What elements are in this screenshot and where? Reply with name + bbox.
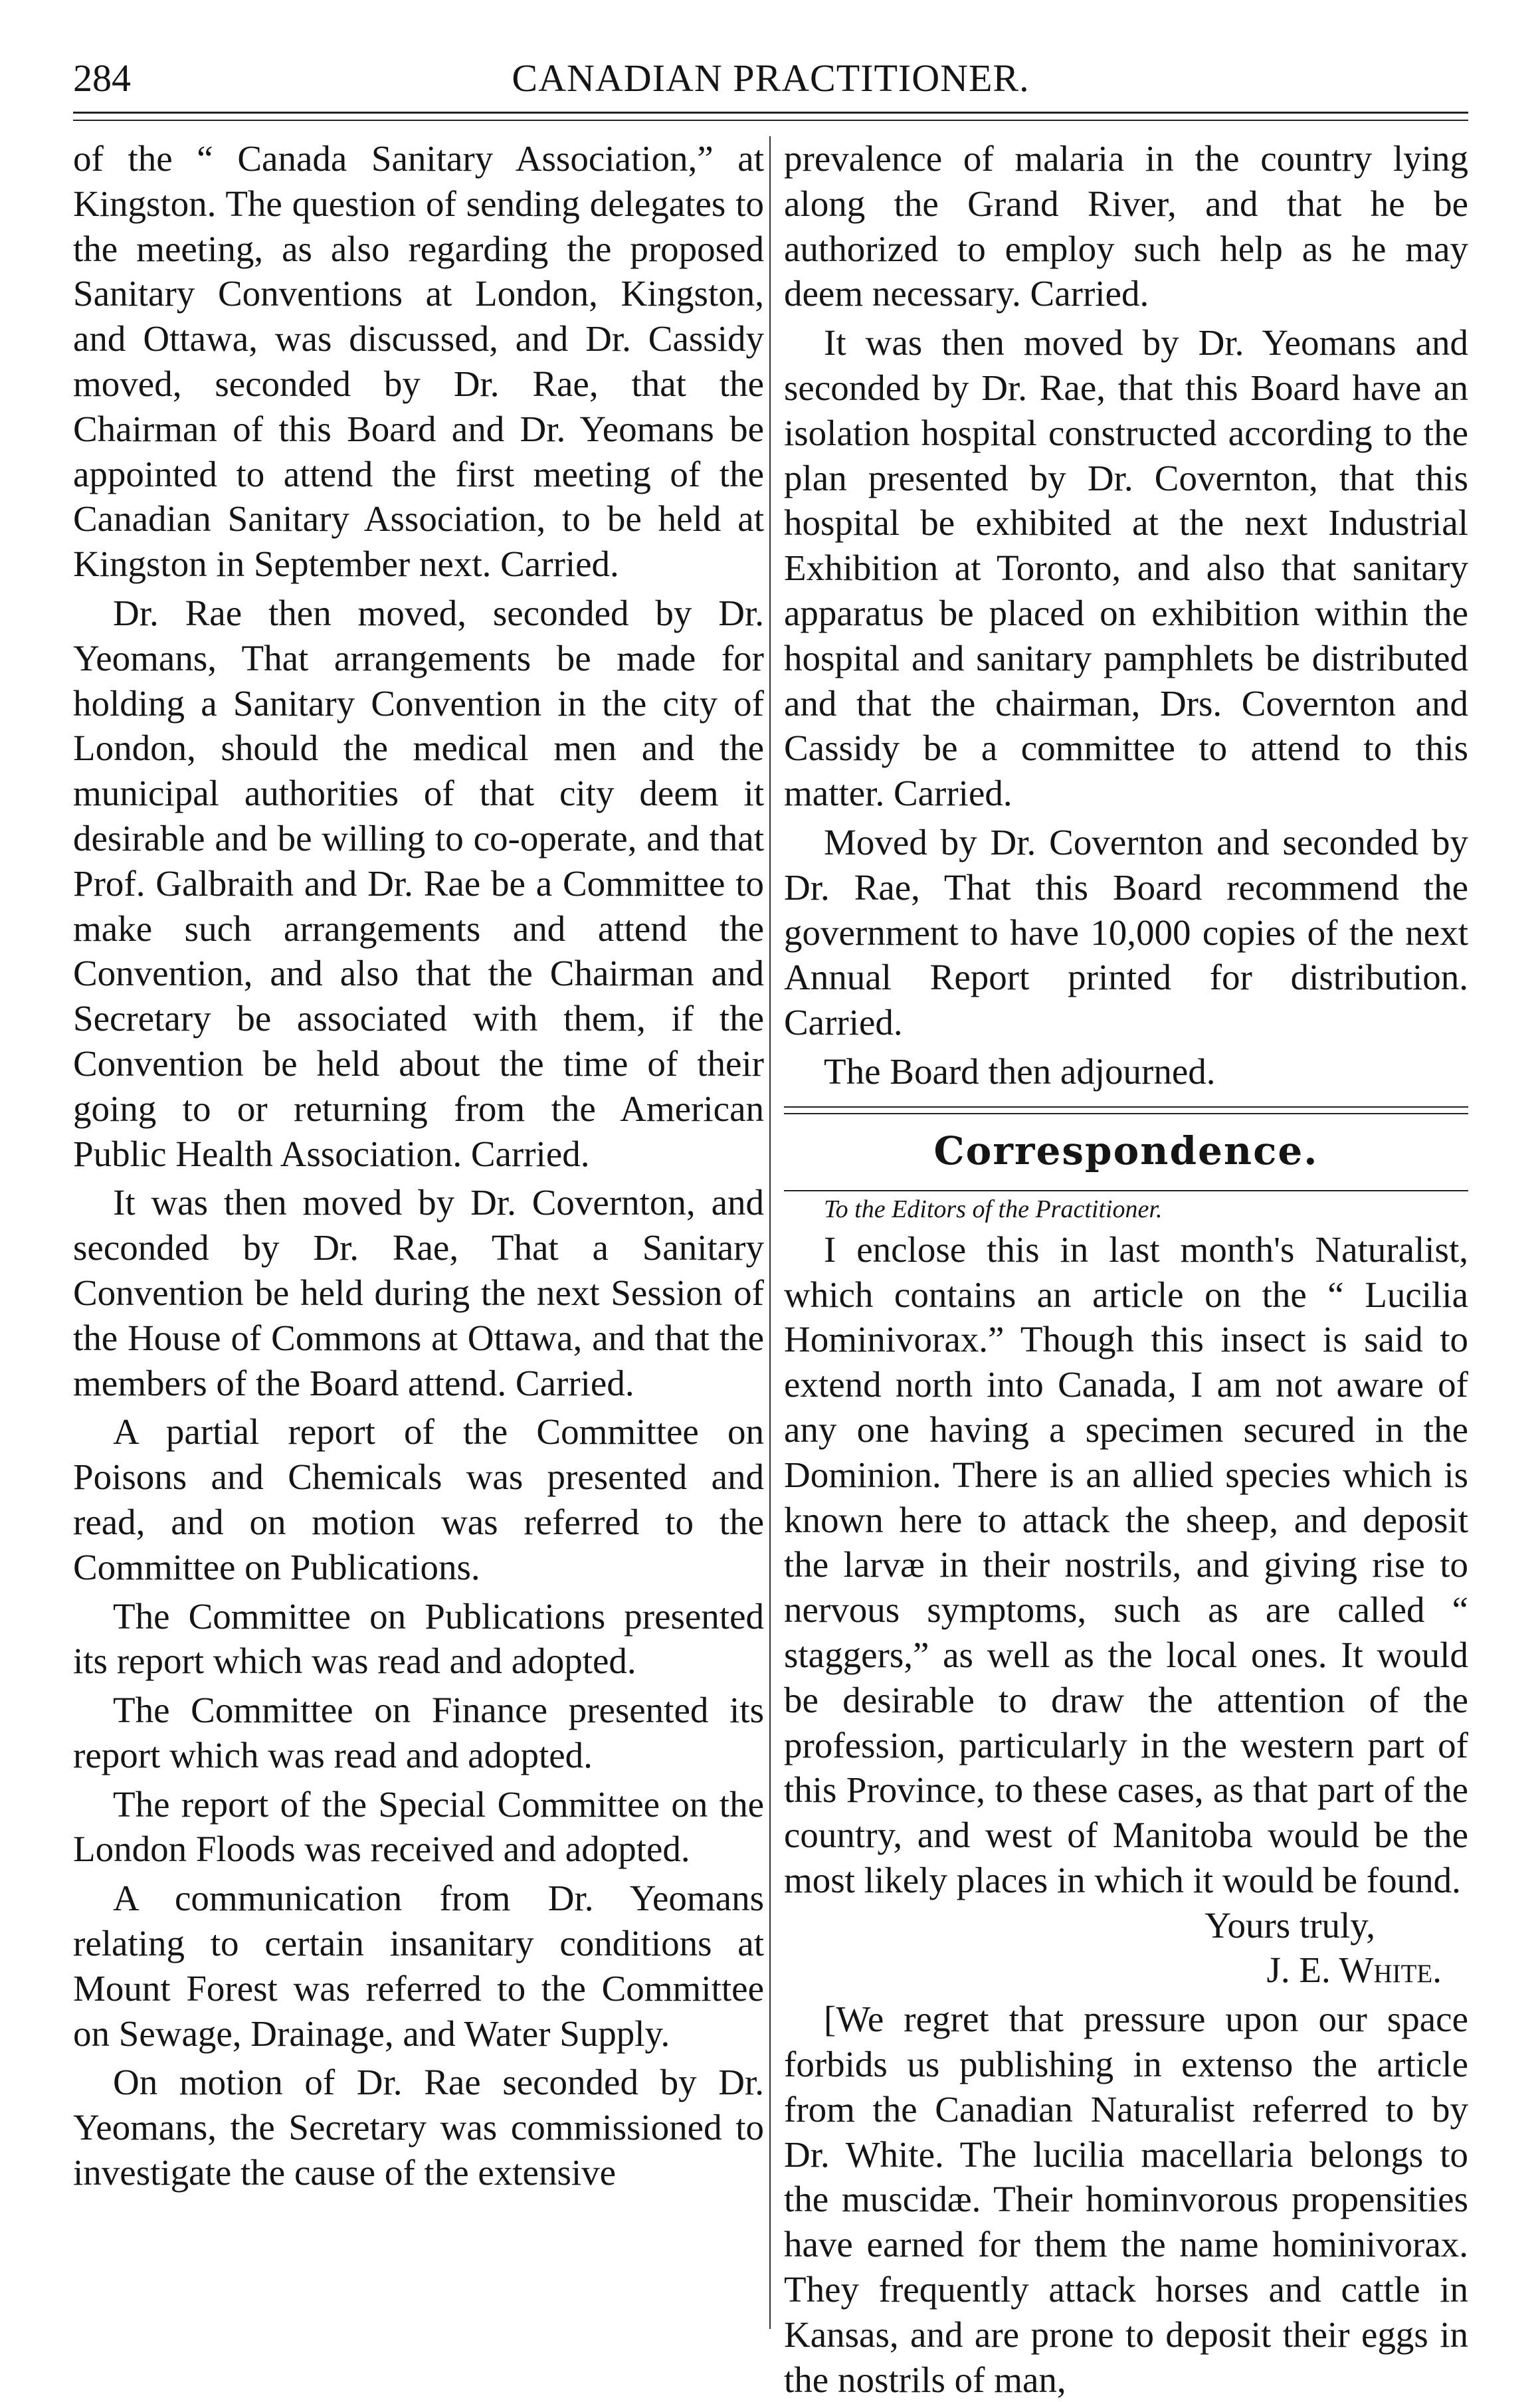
section-rule xyxy=(784,1106,1468,1108)
paragraph: It was then moved by Dr. Covernton, and seconded by Dr. Rae, That a Sanitary Convention be held during the next Session of the House of Commons at Ottawa, and that the members of the Board attend. Carried. xyxy=(73,1182,764,1403)
paragraph: The report of the Special Committee on the London Floods was received and adopted. xyxy=(73,1783,764,1870)
letter-body: I enclose this in last month's Naturalist, which contains an article on the “ Lucilia Hominivorax.” Though this insect is said to extend north into Canada, I am not aware of any one having a specimen secured in the Dominion. There is an allied species which is known here to attack the sheep, and deposit the larvæ in their nostrils, and giving rise to nervous symptoms, such as are called “ staggers,” as well as the local ones. It would be desirable to draw the attention of the profession, particularly in the western part of this Province, to these cases, as that part of the country, and west of Manitoba would be the most likely places in which it would be found. xyxy=(784,1229,1468,1900)
paragraph: It was then moved by Dr. Yeomans and seconded by Dr. Rae, that this Board have an isolation hospital constructed according to the plan presented by Dr. Covernton, that this hospital be exhibited at the next Industrial Exhibition at Toronto, and also that sanitary apparatus be placed on exhibition within the hospital and sanitary pamphlets be distributed and that the chairman, Drs. Covernton and Cassidy be a committee to attend to this matter. Carried. xyxy=(784,322,1468,814)
paragraph: Moved by Dr. Covernton and seconded by Dr. Rae, That this Board recommend the government to have 10,000 copies of the next Annual Report printed for distribution. Carried. xyxy=(784,821,1468,1043)
right-column xyxy=(784,136,1468,2402)
paragraph: The Board then adjourned. xyxy=(824,1051,1216,1092)
letter-closing: Yours truly, xyxy=(1204,1904,1375,1946)
header-rule xyxy=(73,112,1468,114)
paragraph: Dr. Rae then moved, seconded by Dr. Yeomans, That arrangements be made for holding a Sanitary Convention in the city of London, should the medical men and the municipal authorities of that city deem it desirable and be willing to co-operate, and that Prof. Galbraith and Dr. Rae be a Committee to make such arrangements and attend the Convention, and also that the Chairman and Secretary be associated with them, if the Convention be held about the time of their going to or returning from the American Public Health Association. Carried. xyxy=(73,592,764,1174)
paragraph: On motion of Dr. Rae seconded by Dr. Yeomans, the Secretary was commissioned to investigate the cause of the extensive xyxy=(73,2062,764,2193)
paragraph: of the “ Canada Sanitary Association,” at Kingston. The question of sending delegates to the meeting, as also regarding the proposed Sanitary Conventions at London, Kingston, and Ottawa, was discussed, and Dr. Cassidy moved, seconded by Dr. Rae, that the Chairman of this Board and Dr. Yeomans be appointed to attend the first meeting of the Canadian Sanitary Association, to be held at Kingston in September next. Carried. xyxy=(73,138,764,585)
paragraph: The Committee on Publications presented its report which was read and adopted. xyxy=(73,1595,764,1682)
running-title: CANADIAN PRACTITIONER. xyxy=(512,56,1030,100)
column-divider xyxy=(769,136,771,2329)
paragraph: A partial report of the Committee on Poisons and Chemicals was presented and read, and on motion was referred to the Committee on Publications. xyxy=(73,1411,764,1587)
header-rule-secondary xyxy=(73,120,1468,121)
letter-signature: J. E. White. xyxy=(1266,1950,1442,1991)
editor-note: [We regret that pressure upon our space forbids us publishing in extenso the article from the Canadian Naturalist referred to by Dr. White. The lucilia macellaria belongs to the muscidæ. Their hominvorous propensities have earned for them the name hominivorax. They frequently attack horses and cattle in Kansas, and are prone to deposit their eggs in the nostrils of man, xyxy=(784,1999,1468,2400)
left-column xyxy=(73,136,764,2195)
paragraph: prevalence of malaria in the country lying along the Grand River, and that he be authorized to employ such help as he may deem necessary. Carried. xyxy=(784,138,1468,314)
paragraph: The Committee on Finance presented its report which was read and adopted. xyxy=(73,1690,764,1775)
paragraph: A communication from Dr. Yeomans relating to certain insanitary conditions at Mount Forest was referred to the Committee on Sewage, Drainage, and Water Supply. xyxy=(73,1878,764,2054)
section-heading: Correspondence. xyxy=(933,1128,1319,1173)
page-header xyxy=(73,52,1468,105)
letter-salutation: To the Editors of the Practitioner. xyxy=(824,1195,1163,1223)
page-number: 284 xyxy=(73,56,131,100)
